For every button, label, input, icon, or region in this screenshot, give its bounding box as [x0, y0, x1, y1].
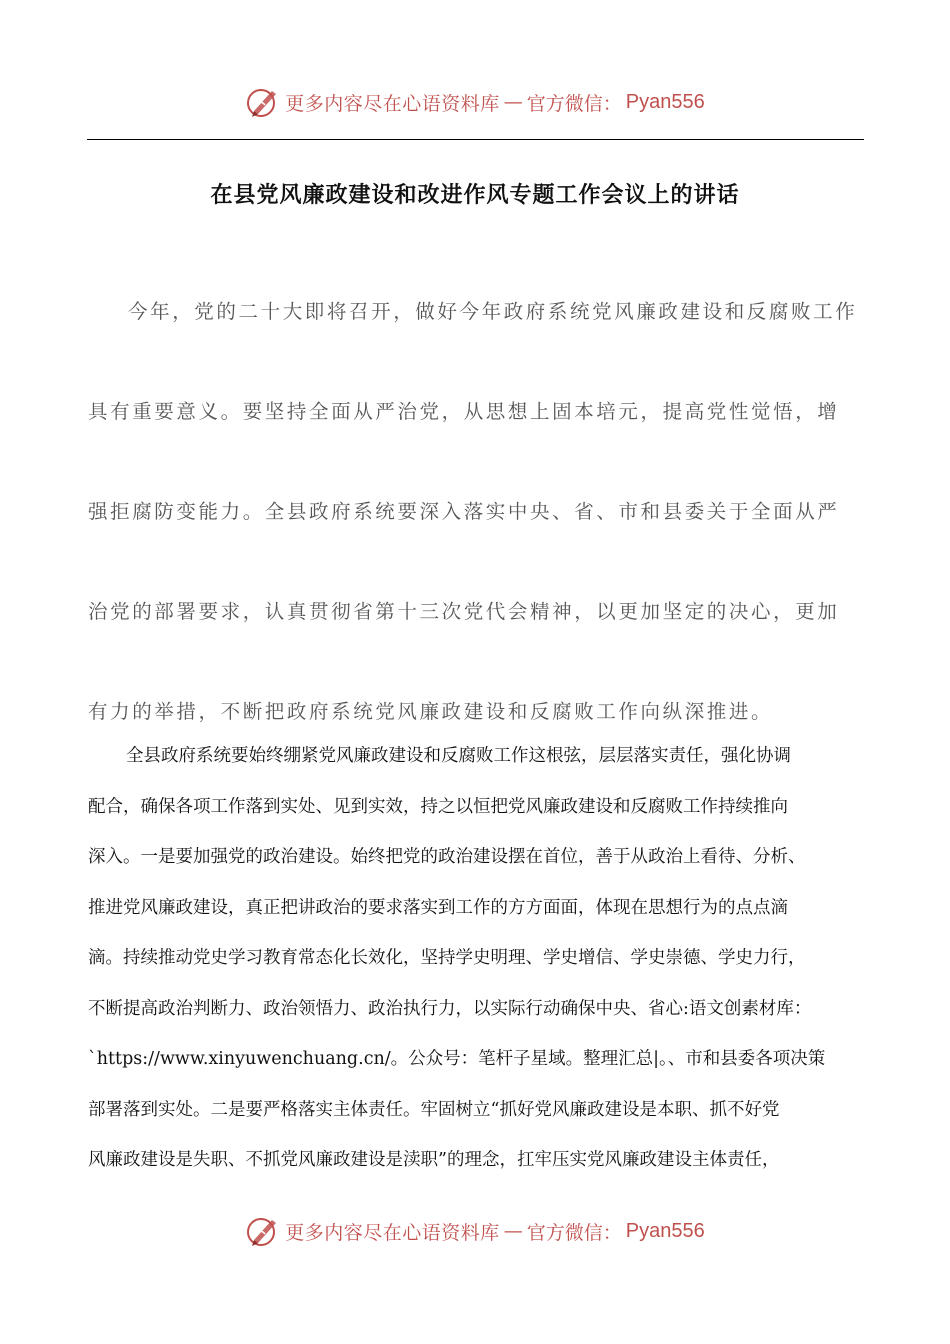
header-divider [87, 139, 864, 140]
paragraph-line: 全县政府系统要始终绷紧党风廉政建设和反腐败工作这根弦，层层落实责任，强化协调 [126, 746, 791, 766]
paragraph-line: 具有重要意义。要坚持全面从严治党，从思想上固本培元，提高党性觉悟，增 [88, 400, 840, 423]
banner-title: 更多内容尽在心语资料库 [285, 1221, 500, 1244]
paragraph-line: 治党的部署要求，认真贯彻省第十三次党代会精神，以更加坚定的决心，更加 [88, 600, 840, 623]
banner-separator: — [503, 1220, 523, 1242]
banner-contact-id: Pyan556 [625, 90, 705, 113]
paragraph-body [88, 731, 868, 1186]
document-title: 在县党风廉政建设和改进作风专题工作会议上的讲话 [210, 183, 740, 208]
footer-banner [0, 1211, 950, 1251]
paragraph-intro [88, 262, 864, 762]
paragraph-line: 推进党风廉政建设，真正把讲政治的要求落实到工作的方方面面，体现在思想行为的点点滴 [88, 897, 788, 918]
paragraph-line: 风廉政建设是失职、不抓党风廉政建设是渎职”的理念，扛牢压实党风廉政建设主体责任， [88, 1150, 780, 1170]
paragraph-line: 深入。一是要加强党的政治建设。始终把党的政治建设摆在首位，善于从政治上看待、分析、 [88, 847, 806, 867]
paragraph-line: 强拒腐防变能力。全县政府系统要深入落实中央、省、市和县委关于全面从严 [88, 500, 840, 523]
banner-title: 更多内容尽在心语资料库 [285, 92, 500, 115]
paragraph-line: `https://www.xinyuwenchuang.cn/。公众号：笔杆子星域。整理汇总|。、市和县委各项决策 [88, 1049, 826, 1069]
paragraph-line: 不断提高政治判断力、政治领悟力、政治执行力，以实际行动确保中央、省心:语文创素材库： [88, 998, 812, 1019]
paragraph-line: 有力的举措，不断把政府系统党风廉政建设和反腐败工作向纵深推进。 [88, 700, 774, 723]
banner-separator: — [503, 91, 523, 113]
header-banner [0, 82, 950, 122]
paragraph-line: 部署落到实处。二是要严格落实主体责任。牢固树立“抓好党风廉政建设是本职、抓不好党 [88, 1099, 780, 1120]
banner-contact-id: Pyan556 [625, 1219, 705, 1242]
banner-contact-label: 官方微信： [526, 92, 622, 115]
pen-logo-icon [245, 1213, 281, 1249]
banner-contact-label: 官方微信： [526, 1221, 622, 1244]
paragraph-line: 今年，党的二十大即将召开，做好今年政府系统党风廉政建设和反腐败工作 [128, 300, 858, 323]
paragraph-line: 配合，确保各项工作落到实处、见到实效，持之以恒把党风廉政建设和反腐败工作持续推向 [88, 796, 788, 817]
paragraph-line: 滴。持续推动党史学习教育常态化长效化，坚持学史明理、学史增信、学史崇德、学史力行， [88, 948, 806, 968]
pen-logo-icon [245, 84, 281, 120]
